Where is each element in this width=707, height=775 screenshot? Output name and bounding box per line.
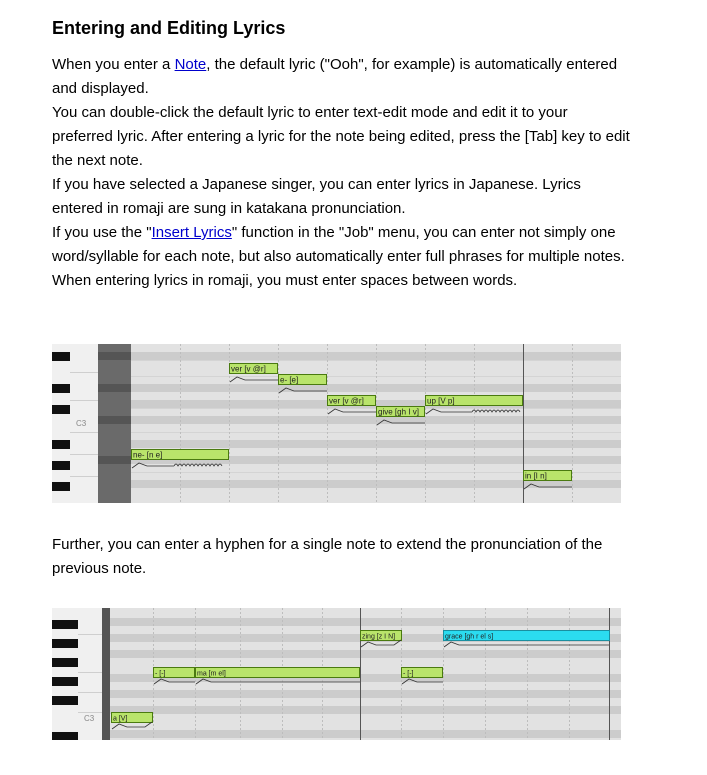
paragraph-insert-lyrics: [52, 221, 632, 293]
key-label-c3: C3: [84, 714, 95, 723]
piano-keyboard[interactable]: [52, 608, 102, 740]
note-lyric: - [-]: [155, 670, 166, 678]
page-title: Entering and Editing Lyrics: [52, 18, 286, 38]
note-lyric: - [-]: [403, 670, 414, 678]
note-lyric: ver [v @r]: [231, 364, 266, 374]
paragraph-edit-mode: You can double-click the default lyric to enter text-edit mode and edit it to your preferred lyric. After entering a lyric for the note being edited, press the [Tab] key to edit the next note.: [52, 104, 630, 169]
note-lyric: ma [m el]: [197, 670, 226, 678]
piano-roll-hyphen-example: [52, 608, 621, 740]
note-lyric: e- [e]: [280, 375, 299, 385]
note-lyric: grace [gh r el s]: [445, 633, 494, 641]
paragraph-text: , the default lyric ("Ooh", for example) is automatically entered and displayed.: [52, 56, 618, 97]
note-lyric: ver [v @r]: [329, 396, 364, 406]
paragraph-text: When you enter a: [52, 56, 175, 73]
piano-roll-phrase-example: [52, 344, 621, 503]
key-header-strip: [102, 608, 110, 740]
paragraph-text: If you use the ": [52, 224, 152, 241]
paragraph-note-default-lyric: [52, 53, 632, 101]
note-lyric: in [I n]: [525, 471, 547, 481]
note-lyric: a [V]: [113, 715, 128, 723]
paragraph-text: " function in the "Job" menu, you can enter not simply one word/syllable for each note, but also automatically enter full phrases for multiple notes. When entering lyrics in romaji, you must enter spaces between words.: [52, 224, 625, 289]
insert-lyrics-link[interactable]: Insert Lyrics: [151, 224, 232, 241]
paragraph-hyphen: Further, you can enter a hyphen for a single note to extend the pronunciation of the previous note.: [52, 536, 603, 577]
piano-keyboard[interactable]: [52, 344, 98, 503]
note-lyric: up [V p]: [427, 396, 455, 406]
note-link[interactable]: Note: [174, 56, 207, 73]
key-label-c3: C3: [76, 419, 87, 428]
note-lyric: ne- [n e]: [133, 450, 163, 460]
paragraph-japanese: If you have selected a Japanese singer, you can enter lyrics in Japanese. Lyrics entered in romaji are sung in katakana pronunciation.: [52, 176, 581, 217]
key-header-strip: [98, 344, 131, 503]
note-lyric: zing [z I N]: [362, 633, 396, 641]
note-lyric: give [gh I v]: [378, 407, 419, 417]
